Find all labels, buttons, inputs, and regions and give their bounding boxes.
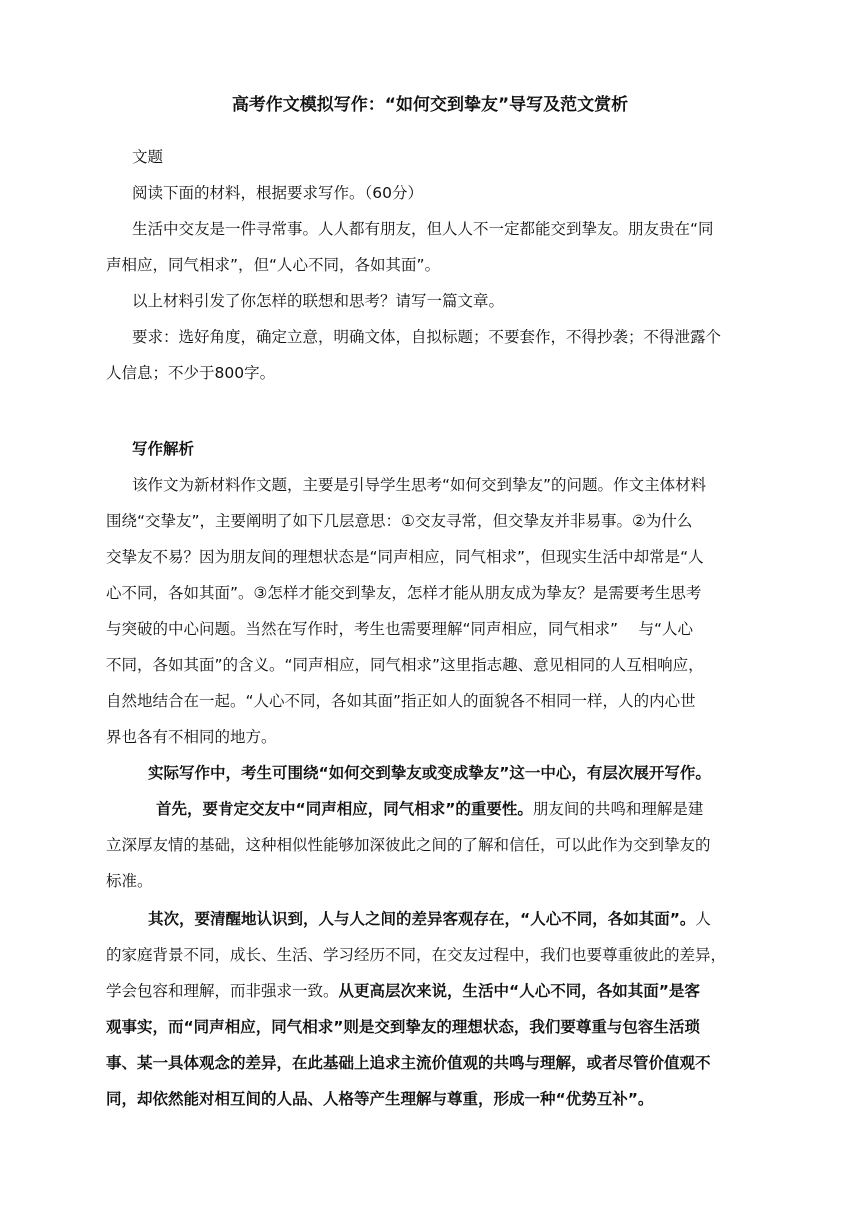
analysis-p4-line-3 xyxy=(106,973,756,1009)
analysis-heading: 写作解析 xyxy=(132,440,195,458)
prompt-material-line-1: 生活中交友是一件寻常事。人人都有朋友，但人人不一定都能交到挚友。朋友贵在“同 xyxy=(132,220,714,238)
analysis-p4-line-4: 观事实，而“同声相应，同气相求”则是交到挚友的理想状态，我们要尊重与包容生活琐 xyxy=(106,1018,700,1036)
analysis-p3-line-2: 立深厚友情的基础，这种相似性能够加深彼此之间的了解和信任，可以此作为交到挚友的 xyxy=(106,836,711,854)
page-title: 高考作文模拟写作：“如何交到挚友”导写及范文赏析 xyxy=(231,95,629,115)
analysis-p3-bold: 首先，要肯定交友中“同声相应，同气相求”的重要性。 xyxy=(156,800,533,818)
analysis-p4-line-2: 的家庭背景不同，成长、生活、学习经历不同，在交友过程中，我们也要尊重彼此的差异， xyxy=(106,946,727,964)
analysis-p4-bold-2: 从更高层次来说，生活中“人心不同，各如其面”是客 xyxy=(338,982,700,1000)
prompt-material-line-2: 声相应，同气相求”，但“人心不同，各如其面”。 xyxy=(106,256,441,274)
analysis-p1-line: 自然地结合在一起。“人心不同，各如其面”指正如人的面貌各不相同一样，人的内心世 xyxy=(106,692,696,710)
analysis-p4-tail: 人 xyxy=(695,910,711,928)
analysis-p4-line-5: 事、某一具体观念的差异，在此基础上追求主流价值观的共鸣与理解，或者尽管价值观不 xyxy=(106,1054,711,1072)
analysis-p1-line: 交挚友不易？因为朋友间的理想状态是“同声相应，同气相求”，但现实生活中却常是“人 xyxy=(106,548,704,566)
analysis-p1-line: 心不同，各如其面”。③怎样才能交到挚友，怎样才能从朋友成为挚友？是需要考生思考 xyxy=(106,584,702,602)
analysis-p3-line-3: 标准。 xyxy=(106,872,153,890)
analysis-p4-normal: 学会包容和理解，而非强求一致。 xyxy=(106,982,339,1000)
analysis-p1-line: 该作文为新材料作文题，主要是引导学生思考“如何交到挚友”的问题。作文主体材料 xyxy=(132,476,707,494)
analysis-p2: 实际写作中，考生可围绕“如何交到挚友或变成挚友”这一中心，有层次展开写作。 xyxy=(148,764,711,782)
analysis-p3-rest: 朋友间的共鸣和理解是建 xyxy=(532,800,704,818)
analysis-p4-line-1 xyxy=(106,901,756,937)
prompt-requirements-line-2: 人信息；不少于800字。 xyxy=(106,364,276,382)
prompt-section xyxy=(106,139,756,391)
analysis-p1-line: 不同，各如其面”的含义。“同声相应，同气相求”这里指志趣、意见相同的人互相响应， xyxy=(106,656,704,674)
prompt-requirements-line-1: 要求：选好角度，确定立意，明确文体，自拟标题；不要套作，不得抄袭；不得泄露个 xyxy=(132,328,722,346)
analysis-p4-bold: 其次，要清醒地认识到，人与人之间的差异客观存在，“人心不同，各如其面”。 xyxy=(148,910,696,928)
analysis-p1-line: 与突破的中心问题。当然在写作时，考生也需要理解“同声相应，同气相求” 与“人心 xyxy=(106,620,694,638)
analysis-p3-line-1 xyxy=(106,791,756,827)
analysis-p4-line-6: 同，却依然能对相互间的人品、人格等产生理解与尊重，形成一种“优势互补”。 xyxy=(106,1090,654,1108)
analysis-p1-line: 围绕“交挚友”，主要阐明了如下几层意思：①交友寻常，但交挚友并非易事。②为什么 xyxy=(106,512,693,530)
analysis-p1-line: 界也各有不相同的地方。 xyxy=(106,728,277,746)
prompt-instruction: 阅读下面的材料，根据要求写作。（60分） xyxy=(132,184,423,202)
analysis-section xyxy=(106,431,756,1117)
prompt-question: 以上材料引发了你怎样的联想和思考？请写一篇文章。 xyxy=(132,292,505,310)
topic-heading: 文题 xyxy=(132,148,164,166)
